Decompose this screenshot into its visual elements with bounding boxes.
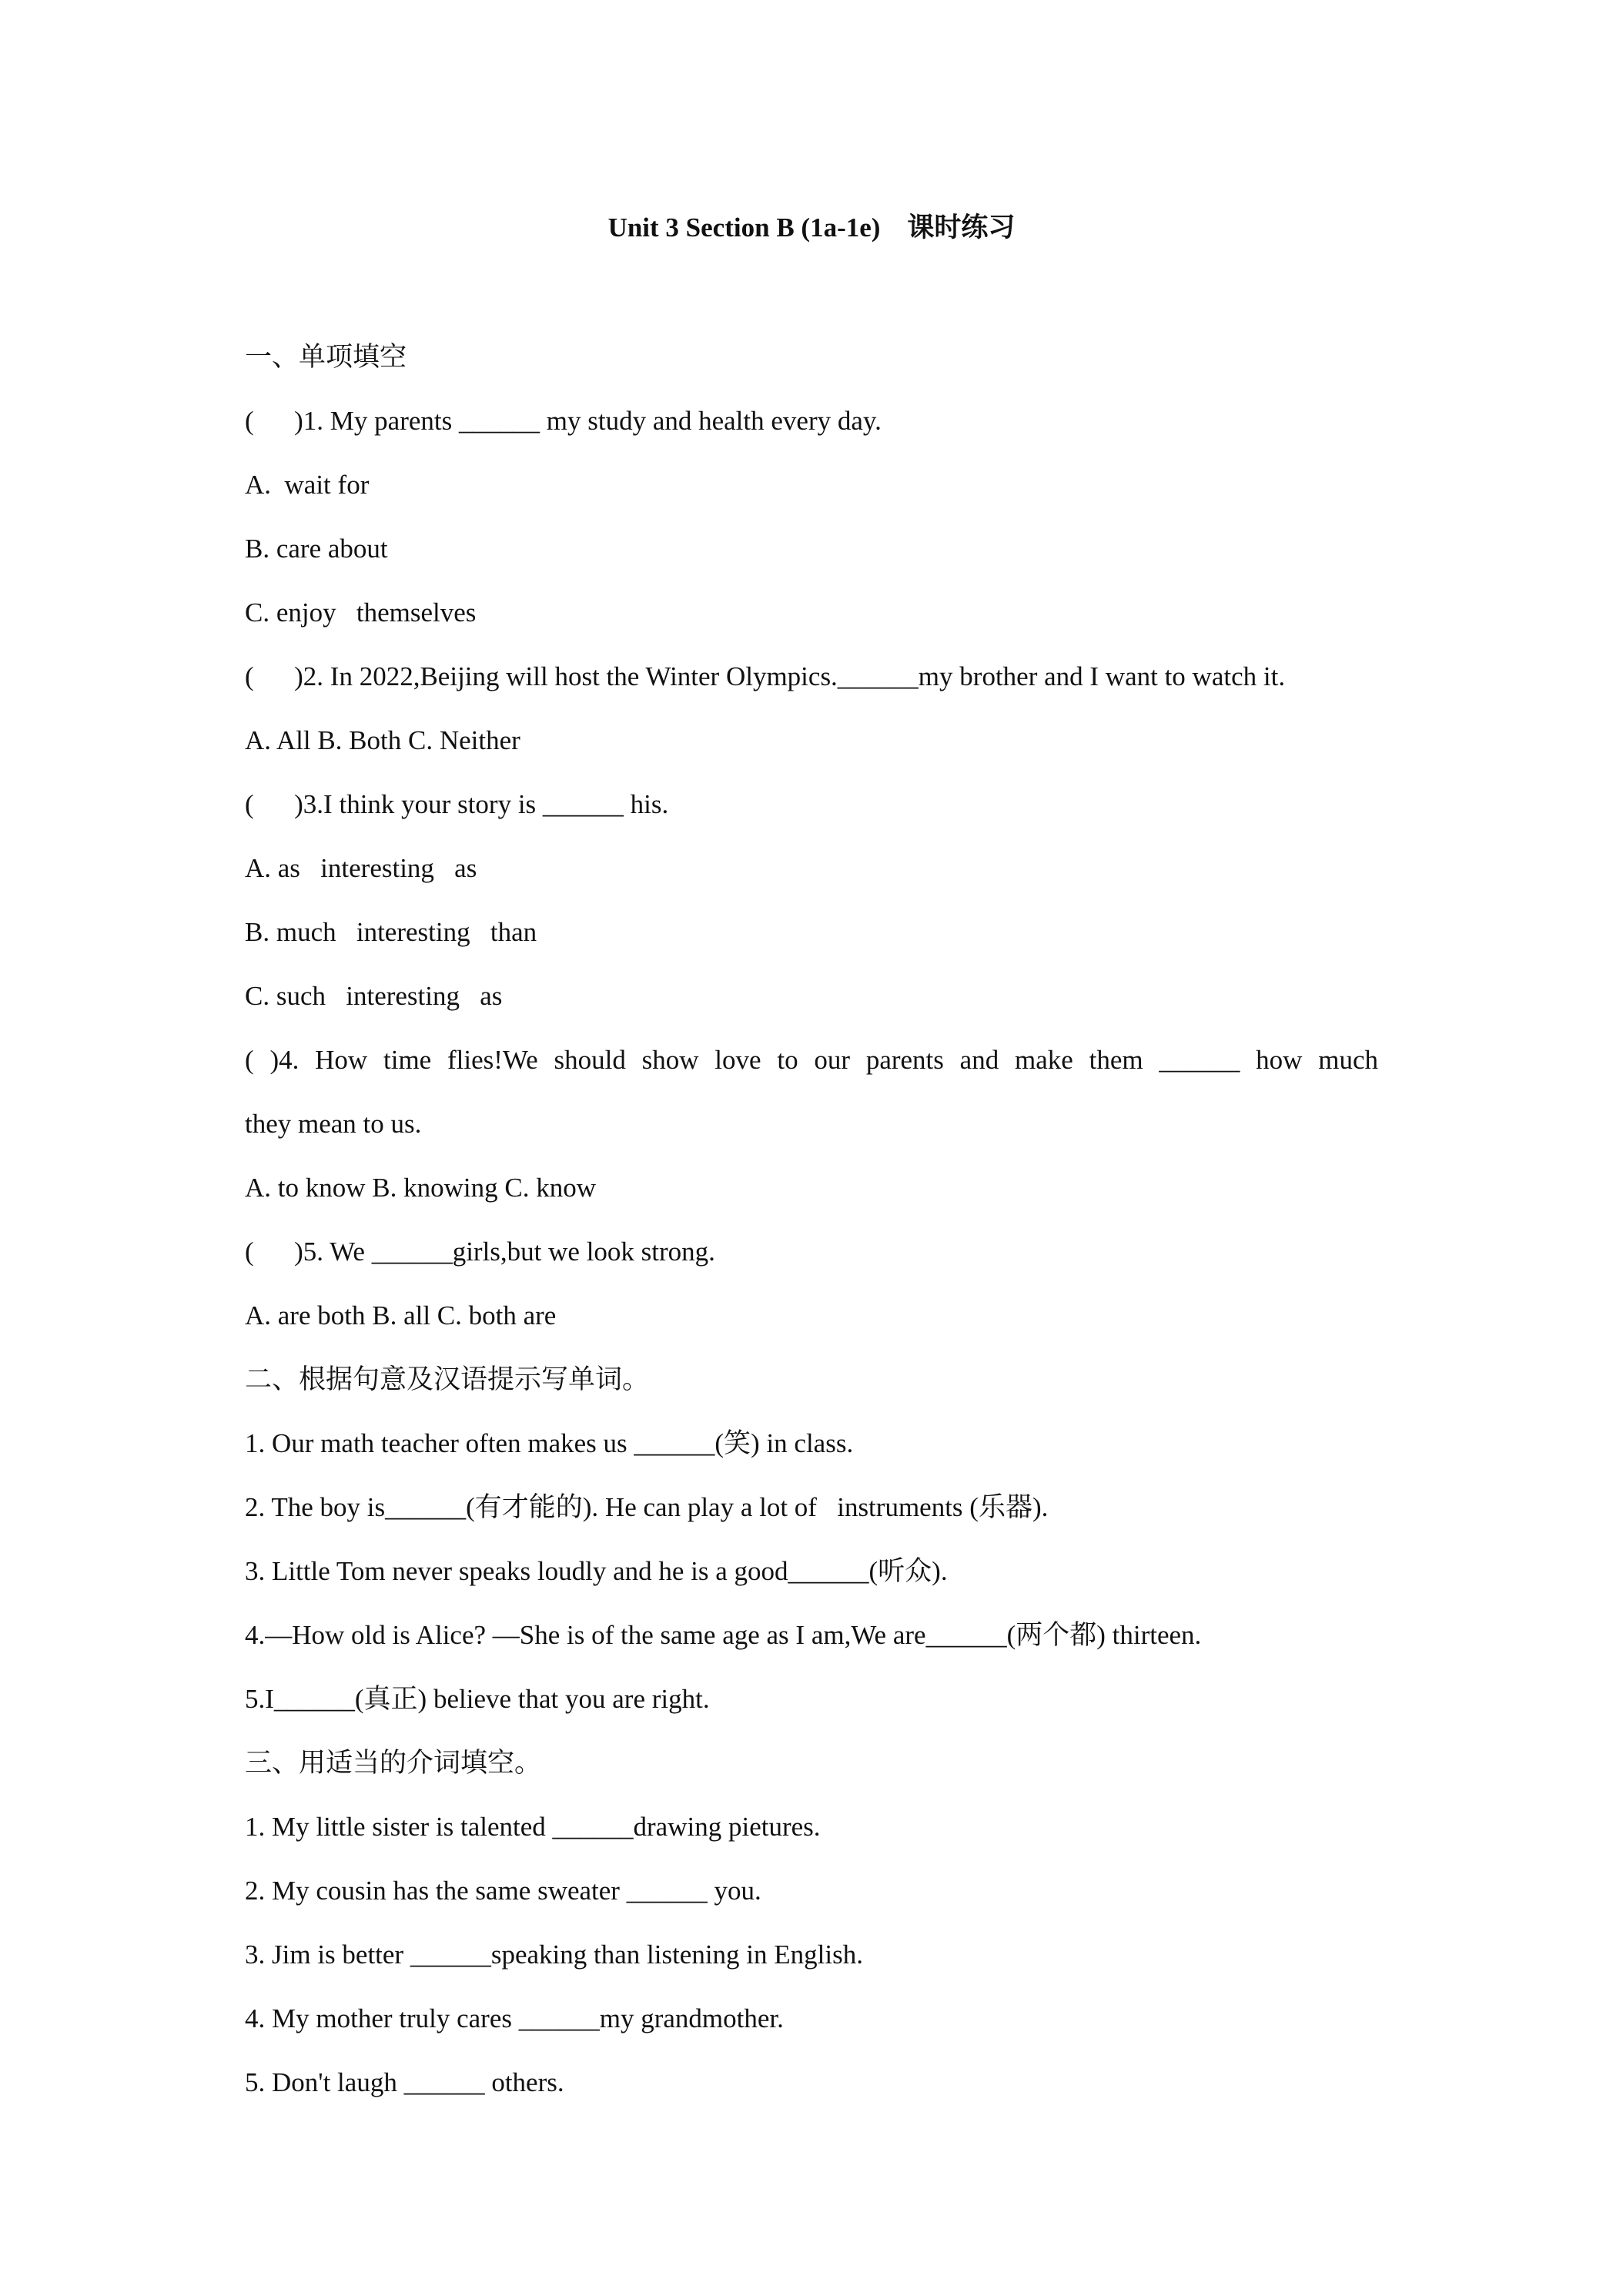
question-1-option-a: A. wait for [245, 470, 370, 500]
question-4-options: A. to know B. knowing C. know [245, 1173, 596, 1203]
section2-heading: 二、根据句意及汉语提示写单词。 [245, 1364, 650, 1394]
question-3-option-a: A. as interesting as [245, 853, 477, 883]
section1-heading: 一、单项填空 [245, 342, 407, 372]
question-4-stem-line2: they mean to us. [245, 1109, 422, 1139]
question-2-options: A. All B. Both C. Neither [245, 725, 520, 755]
question-5-options: A. are both B. all C. both are [245, 1300, 557, 1330]
preposition-item-4: 4. My mother truly cares ______my grandmother. [245, 2003, 784, 2033]
question-5-stem: ( )5. We ______girls,but we look strong. [245, 1237, 715, 1267]
question-1-option-b: B. care about [245, 534, 388, 564]
section3-heading: 三、用适当的介词填空。 [245, 1748, 542, 1778]
question-2-stem: ( )2. In 2022,Beijing will host the Winter Olympics.______my brother and I want to watch it. [245, 661, 1286, 691]
preposition-item-1: 1. My little sister is talented ______drawing pietures. [245, 1812, 821, 1842]
preposition-item-2: 2. My cousin has the same sweater ______ you. [245, 1876, 761, 1906]
preposition-item-5: 5. Don't laugh ______ others. [245, 2067, 564, 2097]
preposition-item-3: 3. Jim is better ______speaking than listening in English. [245, 1940, 863, 1970]
question-3-stem: ( )3.I think your story is ______ his. [245, 789, 669, 819]
page-title: Unit 3 Section B (1a-1e) 课时练习 [607, 213, 1016, 243]
word-fill-item-5: 5.I______(真正) believe that you are right. [245, 1684, 710, 1714]
word-fill-item-2: 2. The boy is______(有才能的). He can play a lot of instruments (乐器). [245, 1492, 1049, 1522]
question-1-option-c: C. enjoy themselves [245, 597, 477, 628]
word-fill-item-4: 4.—How old is Alice? —She is of the same age as I am,We are______(两个都) thirteen. [245, 1620, 1202, 1650]
word-fill-item-3: 3. Little Tom never speaks loudly and he is a good______(听众). [245, 1556, 948, 1586]
word-fill-item-1: 1. Our math teacher often makes us ______(笑) in class. [245, 1428, 854, 1458]
question-4-stem-line1: ( )4. How time flies!We should show love to our parents and make them ______ how much [245, 1045, 1378, 1075]
question-3-option-b: B. much interesting than [245, 917, 537, 947]
question-1-stem: ( )1. My parents ______ my study and health every day. [245, 406, 882, 436]
question-3-option-c: C. such interesting as [245, 981, 503, 1011]
